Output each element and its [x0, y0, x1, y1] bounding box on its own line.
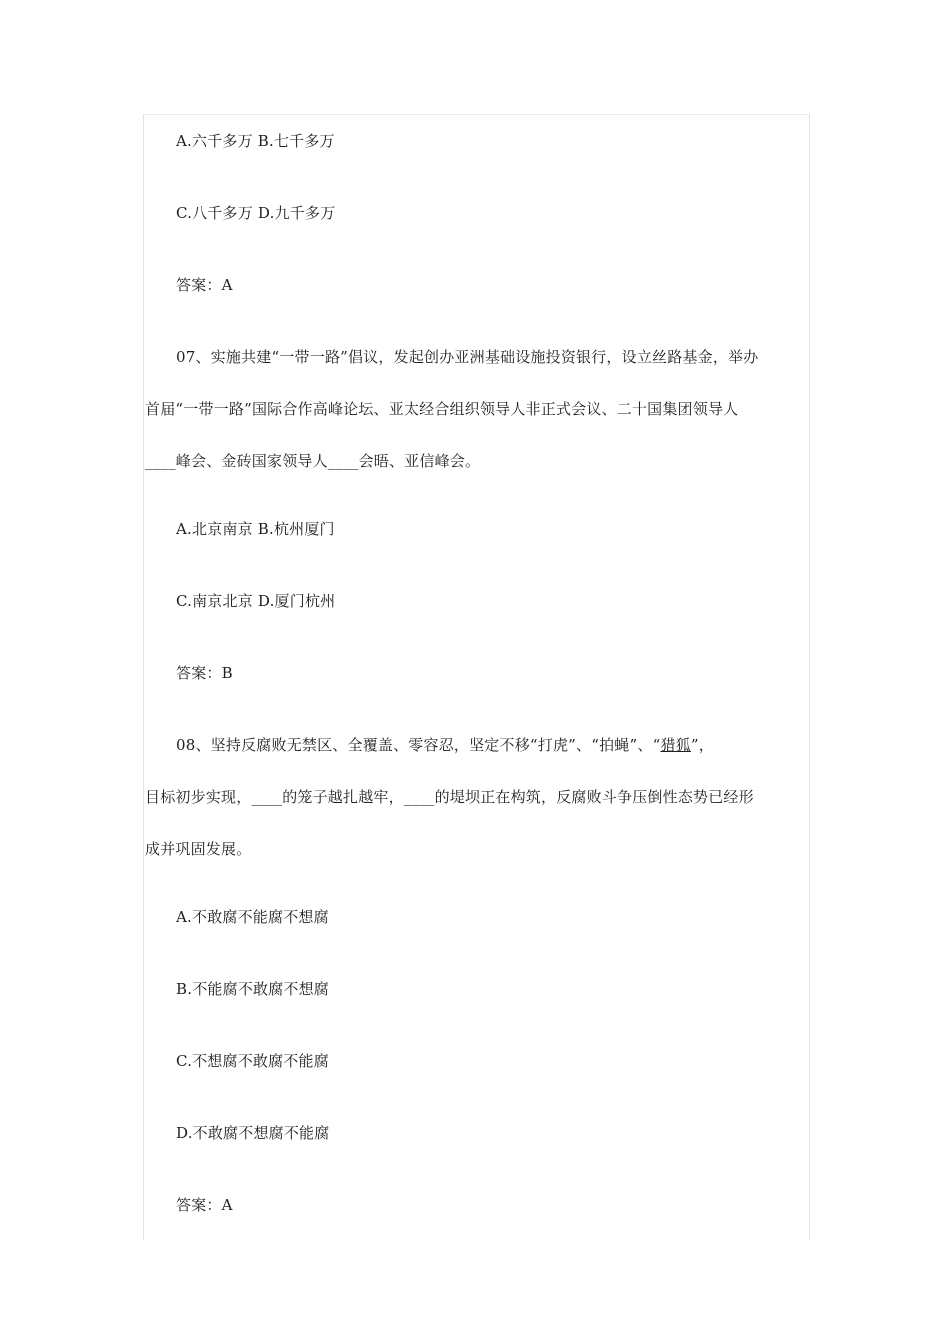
q07-stem-line2: 首届“一带一路”国际合作高峰论坛、亚太经合组织领导人非正式会议、二十国集团领导人 [145, 400, 739, 418]
q08-option-c: C.不想腐不敢腐不能腐 [176, 1052, 329, 1070]
q07-options-ab: A.北京南京 B.杭州厦门 [176, 520, 335, 538]
q07-answer: 答案：B [176, 664, 233, 682]
q08-stem-line3: 成并巩固发展。 [145, 840, 252, 858]
q08-answer: 答案：A [176, 1196, 233, 1214]
q08-option-d: D.不敢腐不想腐不能腐 [176, 1124, 330, 1142]
q07-options-cd: C.南京北京 D.厦门杭州 [176, 592, 336, 610]
q08-stem-line1-end: ”， [690, 736, 714, 754]
q08-option-b: B.不能腐不敢腐不想腐 [176, 980, 329, 998]
q06-options-ab: A.六千多万 B.七千多万 [176, 132, 335, 150]
q08-underlined-term: 猎狐 [660, 736, 691, 754]
q08-stem-line1 [176, 734, 714, 756]
q08-stem-line1-text: 08、坚持反腐败无禁区、全覆盖、零容忍，坚定不移“打虎”、“拍蝇”、“ [176, 736, 661, 754]
q08-option-a: A.不敢腐不能腐不想腐 [176, 908, 329, 926]
q08-stem-line2: 目标初步实现，____的笼子越扎越牢，____的堤坝正在构筑，反腐败斗争压倒性态势已经形 [145, 788, 754, 806]
q06-answer: 答案：A [176, 276, 233, 294]
q06-options-cd: C.八千多万 D.九千多万 [176, 204, 336, 222]
q07-stem-line1: 07、实施共建“一带一路”倡议，发起创办亚洲基础设施投资银行，设立丝路基金，举办 [176, 348, 759, 366]
q07-stem-line3: ____峰会、金砖国家领导人____会晤、亚信峰会。 [145, 452, 481, 470]
